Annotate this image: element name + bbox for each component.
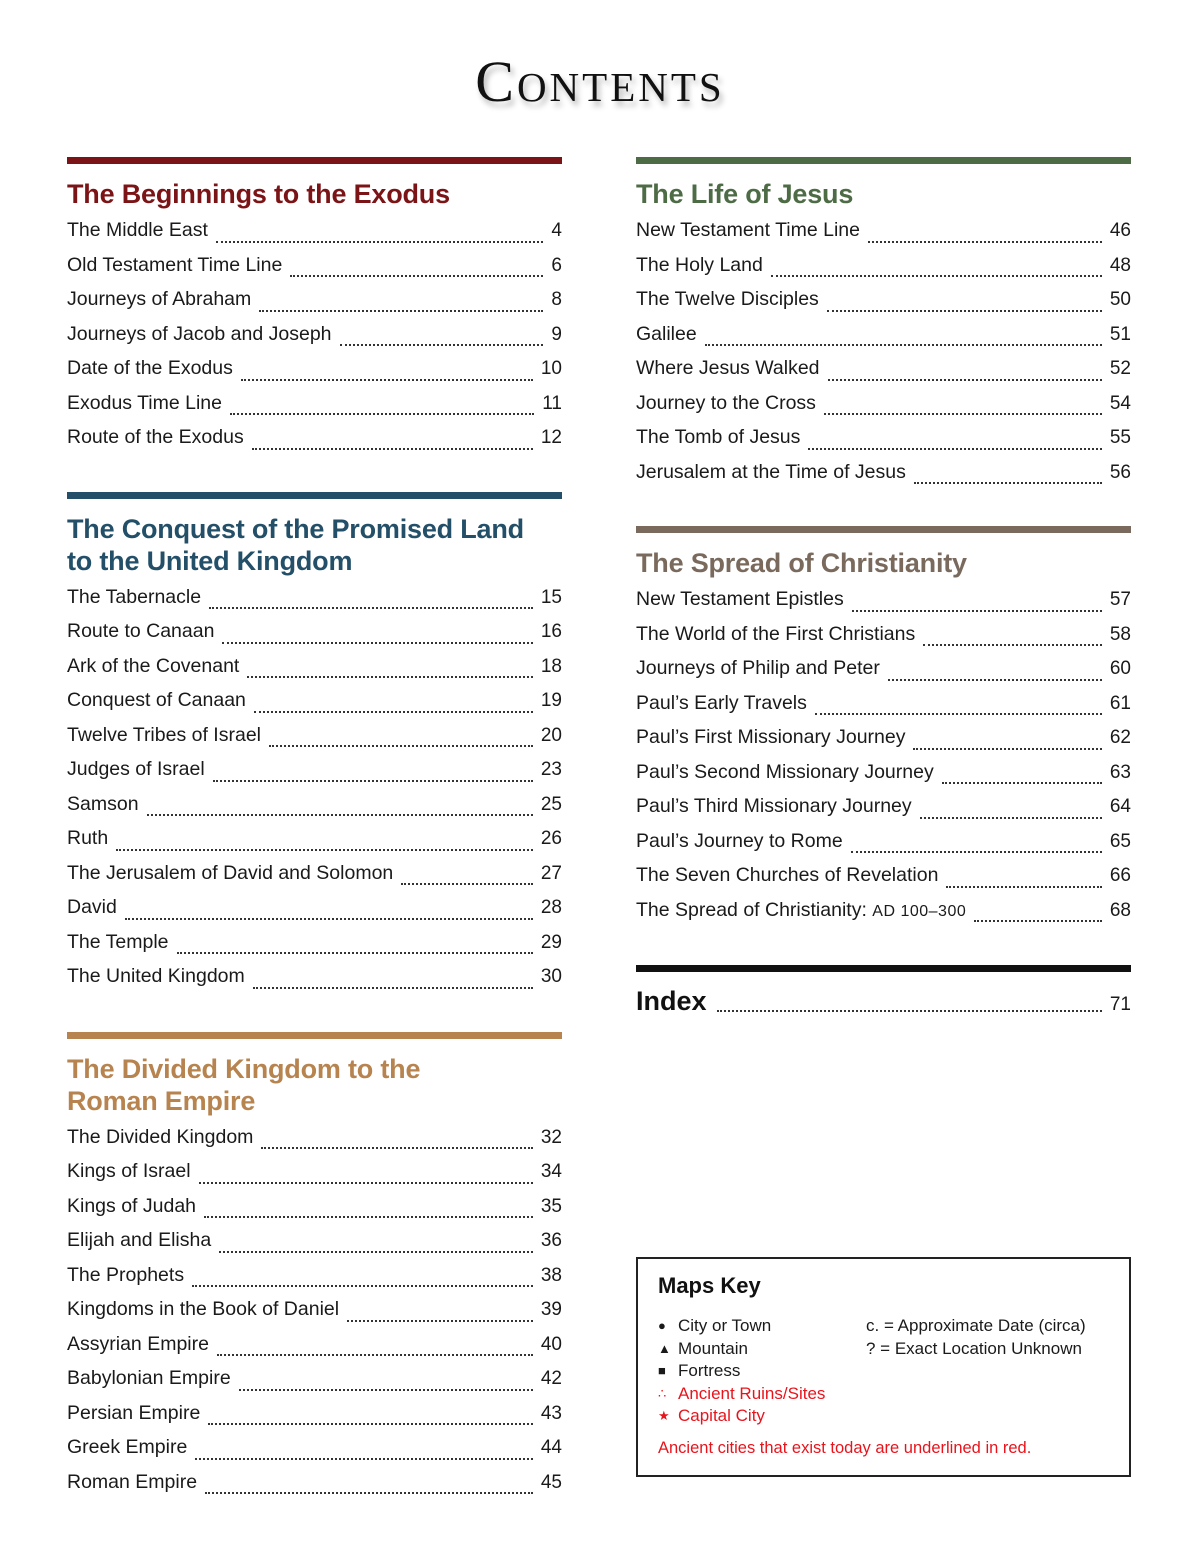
entry-page-number: 23 — [540, 759, 562, 780]
toc-entry[interactable] — [67, 1189, 562, 1224]
entry-list — [636, 213, 1131, 489]
dot-leader — [269, 745, 533, 747]
page-title: Contents — [475, 49, 725, 114]
entry-label: Conquest of Canaan — [67, 689, 246, 711]
dot-leader — [192, 1285, 533, 1287]
entry-page-number: 56 — [1109, 461, 1131, 483]
maps-key-item — [658, 1338, 825, 1361]
dot-leader — [209, 607, 533, 609]
entry-label: Journeys of Abraham — [67, 288, 252, 310]
section-heading: The Spread of Christianity — [636, 548, 967, 578]
dot-leader — [401, 883, 533, 885]
entry-list — [67, 1120, 562, 1500]
circle-icon: ● — [658, 1318, 666, 1333]
section-divided — [67, 1032, 562, 1500]
entry-label: Paul’s First Missionary Journey — [636, 726, 906, 748]
dot-leader — [253, 987, 533, 989]
entry-page-number: 46 — [1109, 220, 1131, 241]
dot-leader — [177, 952, 533, 954]
entry-label: David — [67, 896, 117, 918]
entry-page-number: 64 — [1109, 796, 1131, 817]
dot-leader — [195, 1458, 533, 1460]
toc-entry[interactable] — [67, 1223, 562, 1258]
toc-entry[interactable] — [67, 683, 562, 718]
toc-entry[interactable] — [636, 248, 1131, 283]
toc-entry[interactable] — [67, 580, 562, 615]
maps-key-item — [658, 1360, 825, 1383]
dot-leader — [216, 241, 544, 243]
toc-entry[interactable] — [67, 1361, 562, 1396]
maps-key-abbreviation: c. = Approximate Date (circa) — [866, 1316, 1086, 1335]
entry-label: Journey to the Cross — [636, 391, 816, 414]
right-column — [636, 157, 1131, 1020]
dot-leader — [913, 748, 1101, 750]
dot-leader — [213, 780, 533, 782]
section-heading: The Life of Jesus — [636, 179, 854, 209]
entry-label: Elijah and Elisha — [67, 1229, 212, 1251]
entry-page-number: 40 — [540, 1333, 562, 1355]
toc-entry[interactable] — [636, 789, 1131, 824]
entry-label: Old Testament Time Line — [67, 253, 283, 276]
dot-leader — [347, 1320, 533, 1322]
dot-leader — [851, 851, 1102, 853]
dot-leader — [852, 610, 1102, 612]
entry-list — [67, 213, 562, 455]
dot-leader — [254, 711, 533, 713]
entry-list — [67, 580, 562, 994]
entry-label: The United Kingdom — [67, 965, 245, 987]
entry-label: Ruth — [67, 827, 109, 849]
section-index — [636, 965, 1131, 1020]
entry-label: Assyrian Empire — [67, 1332, 209, 1355]
entry-label: The Divided Kingdom — [67, 1125, 254, 1148]
dot-leader — [914, 482, 1102, 484]
maps-key-label: Mountain — [678, 1338, 748, 1358]
entry-label: Kings of Judah — [67, 1194, 197, 1217]
dot-leader — [815, 713, 1102, 715]
entry-page-number: 34 — [540, 1161, 562, 1182]
toc-entry[interactable] — [636, 455, 1131, 490]
toc-entry[interactable] — [67, 787, 562, 822]
entry-label: The Twelve Disciples — [636, 288, 819, 310]
toc-entry[interactable] — [67, 649, 562, 684]
entry-label: Roman Empire — [67, 1470, 198, 1493]
toc-entry[interactable] — [636, 651, 1131, 686]
dot-leader — [771, 275, 1102, 277]
dot-leader — [705, 344, 1102, 346]
dot-leader — [230, 413, 534, 415]
toc-entry[interactable] — [67, 959, 562, 994]
entry-page-number: 51 — [1109, 323, 1131, 345]
entry-page-number: 58 — [1109, 623, 1131, 645]
toc-entry[interactable] — [636, 351, 1131, 386]
entry-page-number: 16 — [540, 621, 562, 642]
entry-page-number: 4 — [551, 220, 562, 241]
maps-key-item — [658, 1383, 825, 1406]
section-heading-line: Roman Empire — [67, 1085, 256, 1116]
entry-label: Journeys of Jacob and Joseph — [67, 322, 332, 345]
entry-page-number: 39 — [540, 1299, 562, 1320]
toc-entry[interactable] — [67, 752, 562, 787]
entry-label: Persian Empire — [67, 1401, 201, 1424]
toc-entry[interactable] — [67, 856, 562, 891]
entry-page-number: 60 — [1109, 658, 1131, 679]
entry-page-number: 66 — [1109, 865, 1131, 886]
section-heading — [67, 1053, 562, 1117]
toc-entry[interactable] — [67, 282, 562, 317]
entry-page-number: 29 — [540, 931, 562, 953]
dot-leader — [125, 918, 533, 920]
section-rule — [636, 526, 1131, 533]
toc-entry[interactable] — [67, 1465, 562, 1500]
entry-label: Paul’s Early Travels — [636, 691, 807, 714]
entry-label: The Tomb of Jesus — [636, 426, 801, 448]
section-life-of-jesus — [636, 157, 1131, 489]
dot-leader — [808, 448, 1101, 450]
left-column — [67, 157, 562, 1499]
ruins-dots-icon: ∴ — [658, 1385, 667, 1401]
toc-entry[interactable] — [636, 686, 1131, 721]
toc-entry[interactable] — [67, 1396, 562, 1431]
entry-page-number: 48 — [1109, 254, 1131, 276]
dot-leader — [923, 644, 1102, 646]
entry-page-number: 36 — [540, 1230, 562, 1251]
toc-entry[interactable] — [636, 582, 1131, 617]
entry-page-number: 61 — [1109, 692, 1131, 714]
entry-page-number: 12 — [540, 427, 562, 448]
entry-page-number: 10 — [540, 358, 562, 379]
entry-label: Route of the Exodus — [67, 426, 244, 448]
section-rule — [67, 492, 562, 499]
dot-leader — [205, 1492, 533, 1494]
entry-page-number: 54 — [1109, 392, 1131, 414]
section-heading: The Beginnings to the Exodus — [67, 179, 450, 209]
entry-label: The Jerusalem of David and Solomon — [67, 861, 394, 884]
section-rule — [636, 157, 1131, 164]
toc-entry[interactable] — [67, 420, 562, 455]
entry-list — [636, 582, 1131, 893]
toc-entry[interactable] — [636, 755, 1131, 790]
maps-key-label: Capital City — [678, 1406, 765, 1425]
entry-page-number: 52 — [1109, 358, 1131, 379]
toc-entry[interactable] — [67, 925, 562, 960]
dot-leader — [147, 814, 533, 816]
maps-key-label: City or Town — [678, 1316, 772, 1335]
maps-key-symbols — [658, 1315, 825, 1428]
entry-label: Route to Canaan — [67, 620, 215, 642]
entry-label: Kingdoms in the Book of Daniel — [67, 1298, 340, 1320]
star-icon: ★ — [658, 1408, 670, 1423]
dot-leader — [290, 275, 543, 277]
dot-leader — [942, 782, 1102, 784]
maps-key-item — [658, 1315, 825, 1338]
entry-page-number: 68 — [1109, 899, 1131, 921]
toc-entry[interactable] — [636, 893, 1131, 928]
toc-entry[interactable] — [636, 858, 1131, 893]
dot-leader — [920, 817, 1102, 819]
maps-key-box — [636, 1257, 1131, 1477]
toc-entry[interactable] — [636, 617, 1131, 652]
section-heading — [67, 513, 562, 577]
dot-leader — [222, 642, 532, 644]
entry-label: Greek Empire — [67, 1436, 188, 1458]
toc-entry[interactable] — [67, 1327, 562, 1362]
entry-label: Where Jesus Walked — [636, 357, 820, 379]
dot-leader — [247, 676, 533, 678]
entry-page-number: 9 — [551, 323, 562, 345]
entry-label: Journeys of Philip and Peter — [636, 657, 880, 679]
dot-leader — [199, 1182, 533, 1184]
toc-entry[interactable] — [67, 317, 562, 352]
toc-entry[interactable] — [67, 1292, 562, 1327]
entry-page-number: 11 — [542, 392, 562, 414]
toc-entry[interactable] — [636, 720, 1131, 755]
entry-label: The Spread of Christianity: AD 100–300 — [636, 898, 967, 921]
toc-entry[interactable] — [67, 213, 562, 248]
entry-page-number: 27 — [540, 862, 562, 884]
entry-page-number: 6 — [551, 254, 562, 276]
toc-entry[interactable] — [636, 420, 1131, 455]
toc-entry[interactable] — [67, 821, 562, 856]
toc-entry[interactable] — [636, 317, 1131, 352]
section-rule — [67, 157, 562, 164]
toc-entry[interactable] — [67, 718, 562, 753]
dot-leader — [868, 241, 1102, 243]
entry-page-number: 42 — [540, 1368, 562, 1389]
entry-label: Jerusalem at the Time of Jesus — [636, 460, 906, 483]
toc-entry[interactable] — [67, 890, 562, 925]
toc-entry[interactable] — [636, 213, 1131, 248]
dot-leader — [239, 1389, 533, 1391]
dot-leader — [204, 1216, 533, 1218]
entry-page-number: 15 — [540, 586, 562, 608]
dot-leader — [828, 379, 1102, 381]
entry-label: The Prophets — [67, 1263, 185, 1286]
maps-key-title: Maps Key — [658, 1273, 761, 1298]
triangle-icon: ▲ — [658, 1340, 671, 1356]
index-entry[interactable] — [636, 982, 1131, 1020]
entry-page-number: 44 — [540, 1437, 562, 1458]
index-label: Index — [636, 986, 707, 1016]
toc-entry[interactable] — [67, 614, 562, 649]
entry-label: Date of the Exodus — [67, 357, 233, 379]
entry-label: Ark of the Covenant — [67, 654, 240, 677]
toc-entry[interactable] — [67, 351, 562, 386]
entry-page-number: 30 — [540, 966, 562, 987]
entry-label: Exodus Time Line — [67, 391, 223, 414]
toc-entry[interactable] — [67, 248, 562, 283]
section-heading-line: to the United Kingdom — [67, 545, 353, 576]
entry-label: Paul’s Third Missionary Journey — [636, 795, 912, 817]
dot-leader — [827, 310, 1102, 312]
dot-leader — [219, 1251, 533, 1253]
toc-entry[interactable] — [67, 1430, 562, 1465]
dot-leader — [974, 920, 1102, 922]
section-conquest — [67, 492, 562, 994]
entry-page-number: 35 — [540, 1195, 562, 1217]
dot-leader — [888, 679, 1102, 681]
toc-entry[interactable] — [67, 1258, 562, 1293]
entry-label: The World of the First Christians — [636, 622, 916, 645]
maps-key-abbreviations — [866, 1315, 1086, 1360]
toc-entry[interactable] — [67, 1120, 562, 1155]
entry-label: The Tabernacle — [67, 585, 202, 608]
entry-label: The Seven Churches of Revelation — [636, 864, 939, 886]
entry-label: Babylonian Empire — [67, 1367, 231, 1389]
maps-key-label: Ancient Ruins/Sites — [678, 1383, 826, 1403]
dot-leader — [252, 448, 533, 450]
toc-entry[interactable] — [67, 1154, 562, 1189]
entry-page-number: 28 — [540, 897, 562, 918]
entry-label: Galilee — [636, 322, 697, 345]
maps-key-label: Fortress — [678, 1361, 741, 1380]
entry-label: New Testament Epistles — [636, 588, 844, 610]
entry-page-number: 50 — [1109, 289, 1131, 310]
entry-label: Paul’s Second Missionary Journey — [636, 760, 934, 783]
entry-page-number: 19 — [540, 690, 562, 711]
dot-leader — [217, 1354, 533, 1356]
entry-label: Judges of Israel — [67, 758, 205, 780]
entry-label: New Testament Time Line — [636, 219, 860, 241]
entry-page-number: 18 — [540, 655, 562, 677]
entry-label: Samson — [67, 792, 139, 815]
entry-label: The Holy Land — [636, 253, 763, 276]
index-page-number: 71 — [1109, 994, 1131, 1015]
dot-leader — [717, 1010, 1102, 1012]
entry-page-number: 57 — [1109, 589, 1131, 610]
entry-label: The Temple — [67, 930, 169, 953]
section-beginnings — [67, 157, 562, 455]
dot-leader — [259, 310, 543, 312]
entry-label: The Middle East — [67, 219, 208, 241]
entry-label-date-range: AD 100–300 — [872, 902, 967, 920]
dot-leader — [946, 886, 1101, 888]
section-heading-line: The Conquest of the Promised Land — [67, 513, 524, 544]
dot-leader — [261, 1147, 532, 1149]
maps-key-abbreviation: ? = Exact Location Unknown — [866, 1338, 1082, 1358]
dot-leader — [241, 379, 533, 381]
section-spread — [636, 526, 1131, 927]
dot-leader — [824, 413, 1102, 415]
dot-leader — [208, 1423, 533, 1425]
entry-page-number: 55 — [1109, 427, 1131, 448]
dot-leader — [116, 849, 533, 851]
toc-entry[interactable] — [636, 824, 1131, 859]
entry-page-number: 62 — [1109, 727, 1131, 748]
maps-key-note: Ancient cities that exist today are underlined in red. — [658, 1439, 1032, 1457]
entry-label: Twelve Tribes of Israel — [67, 723, 261, 746]
maps-key-item — [658, 1405, 825, 1428]
section-rule — [67, 1032, 562, 1039]
entry-label: Paul’s Journey to Rome — [636, 829, 843, 852]
toc-entry[interactable] — [636, 386, 1131, 421]
entry-page-number: 63 — [1109, 761, 1131, 783]
entry-page-number: 32 — [540, 1126, 562, 1148]
dot-leader — [340, 344, 544, 346]
entry-page-number: 25 — [540, 793, 562, 815]
entry-page-number: 43 — [540, 1402, 562, 1424]
section-rule — [636, 965, 1131, 972]
entry-page-number: 26 — [540, 828, 562, 849]
entry-page-number: 38 — [540, 1264, 562, 1286]
entry-page-number: 45 — [540, 1471, 562, 1493]
square-icon: ■ — [658, 1363, 666, 1378]
toc-entry[interactable] — [67, 386, 562, 421]
toc-entry[interactable] — [636, 282, 1131, 317]
entry-page-number: 65 — [1109, 830, 1131, 852]
entry-label: Kings of Israel — [67, 1160, 191, 1182]
entry-page-number: 20 — [540, 724, 562, 746]
entry-page-number: 8 — [551, 289, 562, 310]
section-heading-line: The Divided Kingdom to the — [67, 1053, 421, 1084]
